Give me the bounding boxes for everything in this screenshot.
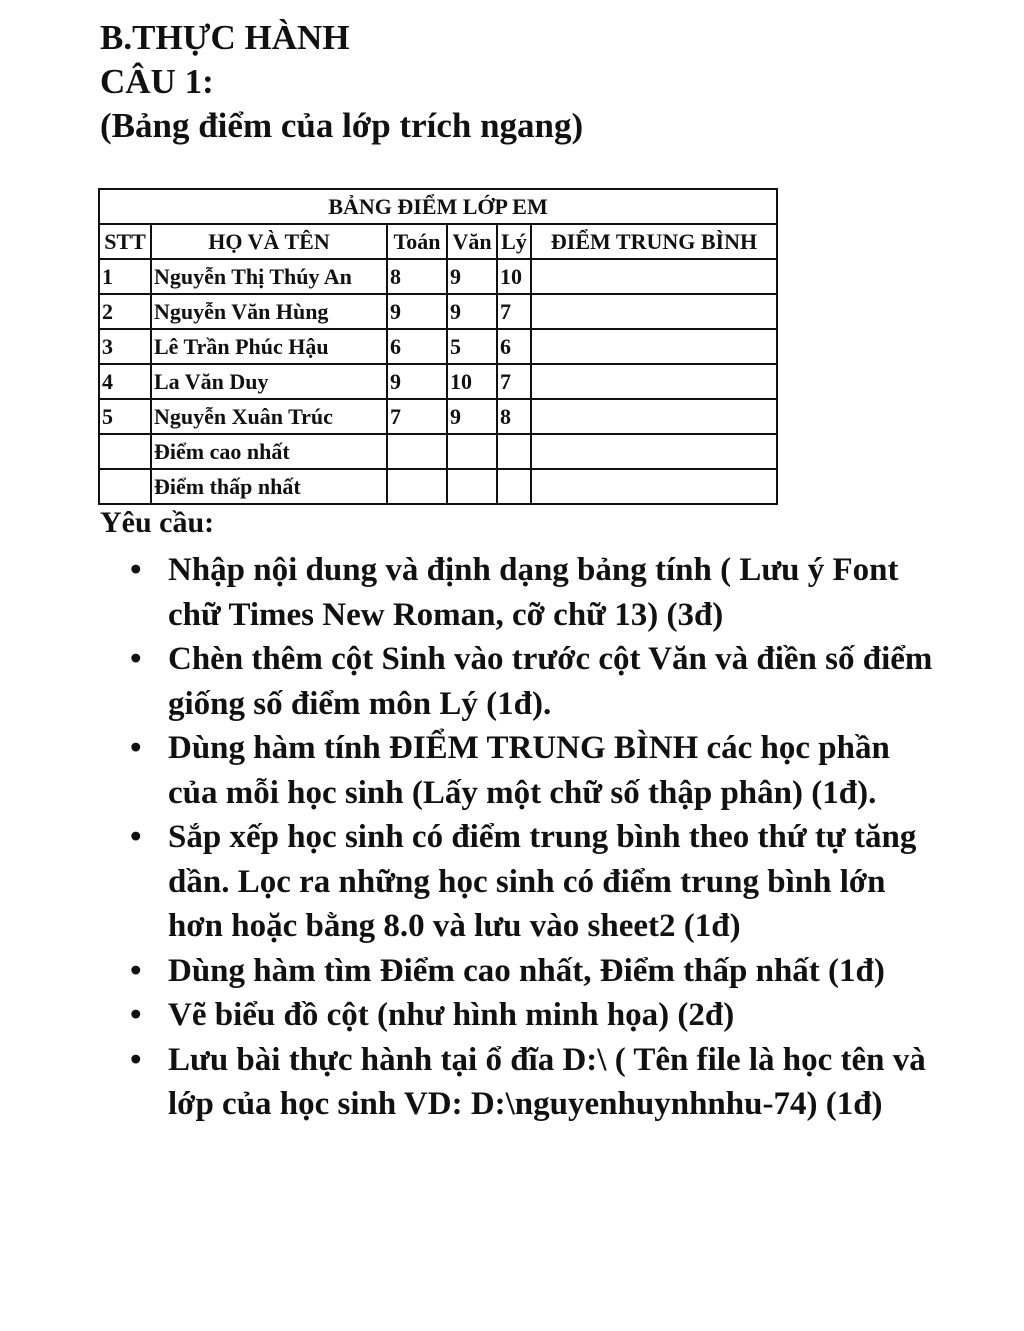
list-item-text: Lưu bài thực hành tại ổ đĩa D:\ ( Tên file là học tên và lớp của học sinh VD: D:\nguyenhuynhnhu-74) (1đ) <box>168 1041 926 1122</box>
cell-stt: 5 <box>99 399 151 434</box>
header-name: HỌ VÀ TÊN <box>151 224 387 259</box>
cell-ly: 10 <box>497 259 531 294</box>
cell-name: La Văn Duy <box>151 364 387 399</box>
cell-empty <box>531 469 777 504</box>
section-heading: B.THỰC HÀNH <box>100 18 350 57</box>
max-score-label: Điểm cao nhất <box>151 434 387 469</box>
list-item <box>120 949 940 994</box>
header-stt: STT <box>99 224 151 259</box>
list-item-text: Nhập nội dung và định dạng bảng tính ( Lưu ý Font chữ Times New Roman, cỡ chữ 13) (3đ) <box>168 552 899 633</box>
list-item-text: Dùng hàm tính ĐIỂM TRUNG BÌNH các học phần của mỗi học sinh (Lấy một chữ số thập phân) (1đ). <box>168 730 890 811</box>
cell-van: 9 <box>447 259 497 294</box>
min-score-label: Điểm thấp nhất <box>151 469 387 504</box>
cell-empty <box>531 434 777 469</box>
cell-empty <box>447 434 497 469</box>
cell-name: Lê Trần Phúc Hậu <box>151 329 387 364</box>
cell-ly: 7 <box>497 294 531 329</box>
cell-van: 10 <box>447 364 497 399</box>
question-heading: CÂU 1: <box>100 62 214 101</box>
cell-van: 9 <box>447 399 497 434</box>
max-score-row <box>99 434 777 469</box>
list-item <box>120 726 940 815</box>
cell-van: 5 <box>447 329 497 364</box>
cell-van: 9 <box>447 294 497 329</box>
cell-average <box>531 259 777 294</box>
bullet-icon: • <box>130 730 142 766</box>
table-row <box>99 259 777 294</box>
cell-empty <box>497 434 531 469</box>
table-row <box>99 329 777 364</box>
bullet-icon: • <box>130 641 142 677</box>
table-row <box>99 294 777 329</box>
requirements-label: Yêu cầu: <box>100 506 215 539</box>
list-item-text: Sắp xếp học sinh có điểm trung bình theo thứ tự tăng dần. Lọc ra những học sinh có điểm trung bình lớn hơn hoặc bằng 8.0 và lưu vào sheet2 (1đ) <box>168 819 917 944</box>
list-item-text: Vẽ biểu đồ cột (như hình minh họa) (2đ) <box>168 997 735 1033</box>
header-average: ĐIỂM TRUNG BÌNH <box>531 224 777 259</box>
cell-empty <box>497 469 531 504</box>
cell-stt: 4 <box>99 364 151 399</box>
bullet-icon: • <box>130 1041 142 1078</box>
table-row <box>99 364 777 399</box>
cell-ly: 7 <box>497 364 531 399</box>
cell-ly: 6 <box>497 329 531 364</box>
header-ly: Lý <box>497 224 531 259</box>
cell-ly: 8 <box>497 399 531 434</box>
list-item <box>120 548 940 637</box>
table-header-row <box>99 224 777 259</box>
header-van: Văn <box>447 224 497 259</box>
table-title-row <box>99 189 777 224</box>
grade-table <box>98 188 778 505</box>
bullet-icon: • <box>130 997 142 1033</box>
table-subtitle: (Bảng điểm của lớp trích ngang) <box>100 106 584 145</box>
cell-name: Nguyễn Xuân Trúc <box>151 399 387 434</box>
list-item <box>120 815 940 949</box>
cell-average <box>531 329 777 364</box>
cell-empty <box>99 434 151 469</box>
cell-empty <box>447 469 497 504</box>
cell-average <box>531 294 777 329</box>
bullet-icon: • <box>130 952 142 989</box>
cell-stt: 1 <box>99 259 151 294</box>
list-item <box>120 1038 940 1127</box>
cell-name: Nguyễn Văn Hùng <box>151 294 387 329</box>
list-item-text: Dùng hàm tìm Điểm cao nhất, Điểm thấp nhất (1đ) <box>168 952 885 989</box>
bullet-icon: • <box>130 552 142 588</box>
cell-toan: 6 <box>387 329 447 364</box>
cell-empty <box>99 469 151 504</box>
cell-stt: 3 <box>99 329 151 364</box>
cell-average <box>531 364 777 399</box>
list-item <box>120 993 940 1038</box>
cell-toan: 9 <box>387 364 447 399</box>
list-item <box>120 637 940 726</box>
table-row <box>99 399 777 434</box>
cell-toan: 9 <box>387 294 447 329</box>
min-score-row <box>99 469 777 504</box>
cell-empty <box>387 434 447 469</box>
header-toan: Toán <box>387 224 447 259</box>
cell-stt: 2 <box>99 294 151 329</box>
cell-average <box>531 399 777 434</box>
list-item-text: Chèn thêm cột Sinh vào trước cột Văn và điền số điểm giống số điểm môn Lý (1đ). <box>168 641 933 722</box>
table-title: BẢNG ĐIỂM LỚP EM <box>99 189 777 224</box>
cell-toan: 8 <box>387 259 447 294</box>
requirements-list <box>120 548 940 1127</box>
cell-toan: 7 <box>387 399 447 434</box>
bullet-icon: • <box>130 819 142 855</box>
cell-empty <box>387 469 447 504</box>
cell-name: Nguyễn Thị Thúy An <box>151 259 387 294</box>
